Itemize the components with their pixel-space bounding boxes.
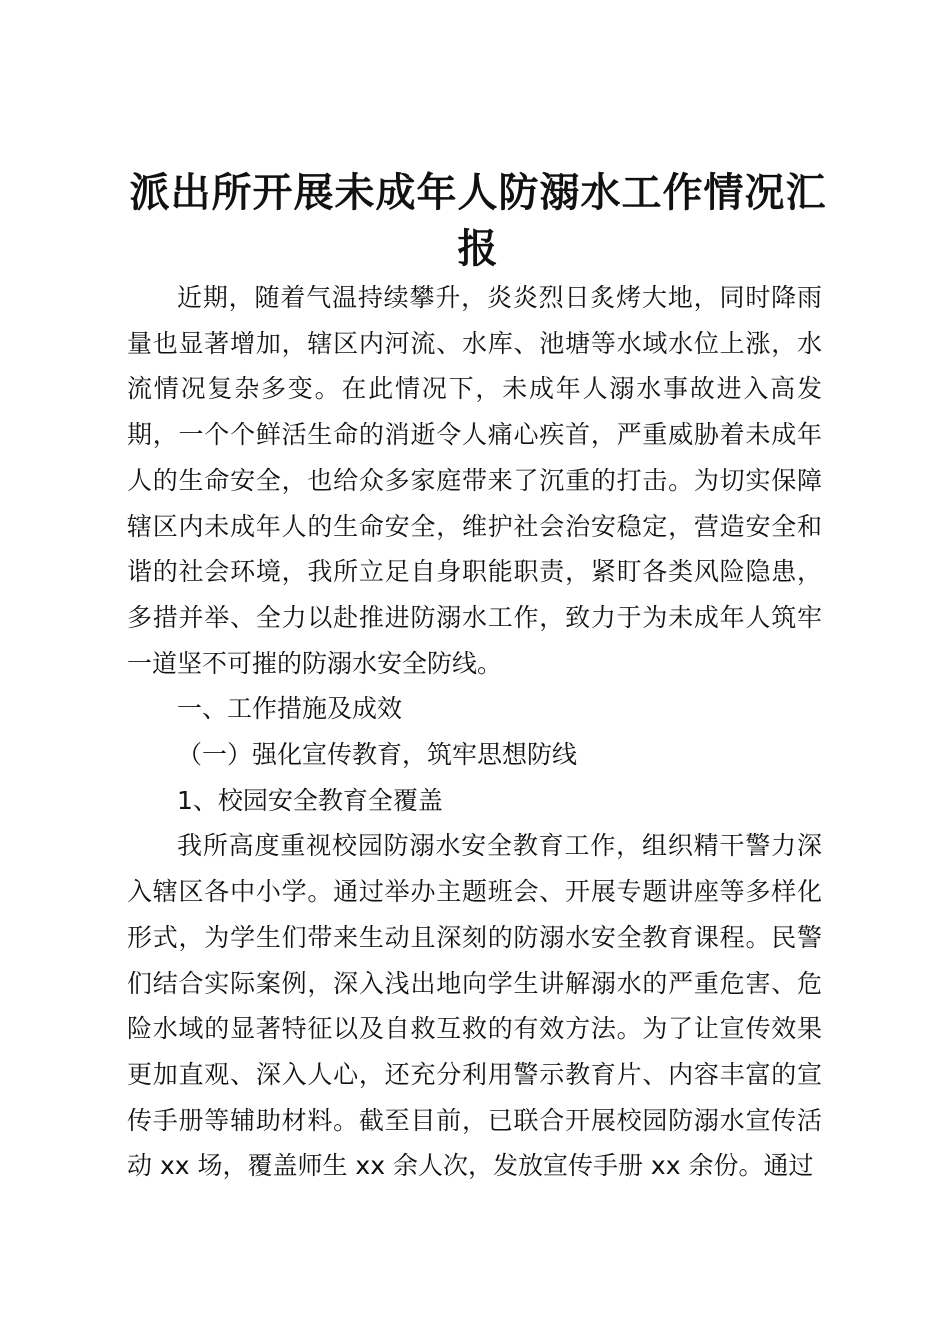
document-body [127, 275, 822, 1189]
section-heading: 一、工作措施及成效 [177, 694, 403, 724]
intro-paragraph: 近期，随着气温持续攀升，炎炎烈日炙烤大地，同时降雨量也显著增加，辖区内河流、水库、池塘等水域水位上涨，水流情况复杂多变。在此情况下，未成年人溺水事故进入高发期，一个个鲜活生命的消逝令人痛心疾首，严重威胁着未成年人的生命安全，也给众多家庭带来了沉重的打击。为切实保障辖区内未成年人的生命安全，维护社会治安稳定，营造安全和谐的社会环境，我所立足自身职能职责，紧盯各类风险隐患，多措并举、全力以赴推进防溺水工作，致力于为未成年人筑牢一道坚不可摧的防溺水安全防线。 [127, 283, 822, 678]
subsection-heading: （一）强化宣传教育，筑牢思想防线 [177, 740, 578, 770]
item-heading: 1、校园安全教育全覆盖 [177, 785, 443, 815]
body-paragraph: 我所高度重视校园防溺水安全教育工作，组织精干警力深入辖区各中小学。通过举办主题班会、开展专题讲座等多样化形式，为学生们带来生动且深刻的防溺水安全教育课程。民警们结合实际案例，深入浅出地向学生讲解溺水的严重危害、危险水域的显著特征以及自救互救的有效方法。为了让宣传效果更加直观、深入人心，还充分利用警示教育片、内容丰富的宣传手册等辅助材料。截至目前，已联合开展校园防溺水宣传活动 xx 场，覆盖师生 xx 余人次，发放宣传手册 xx 余份。通过 [127, 831, 822, 1181]
document-title: 派出所开展未成年人防溺水工作情况汇报 [129, 170, 827, 272]
